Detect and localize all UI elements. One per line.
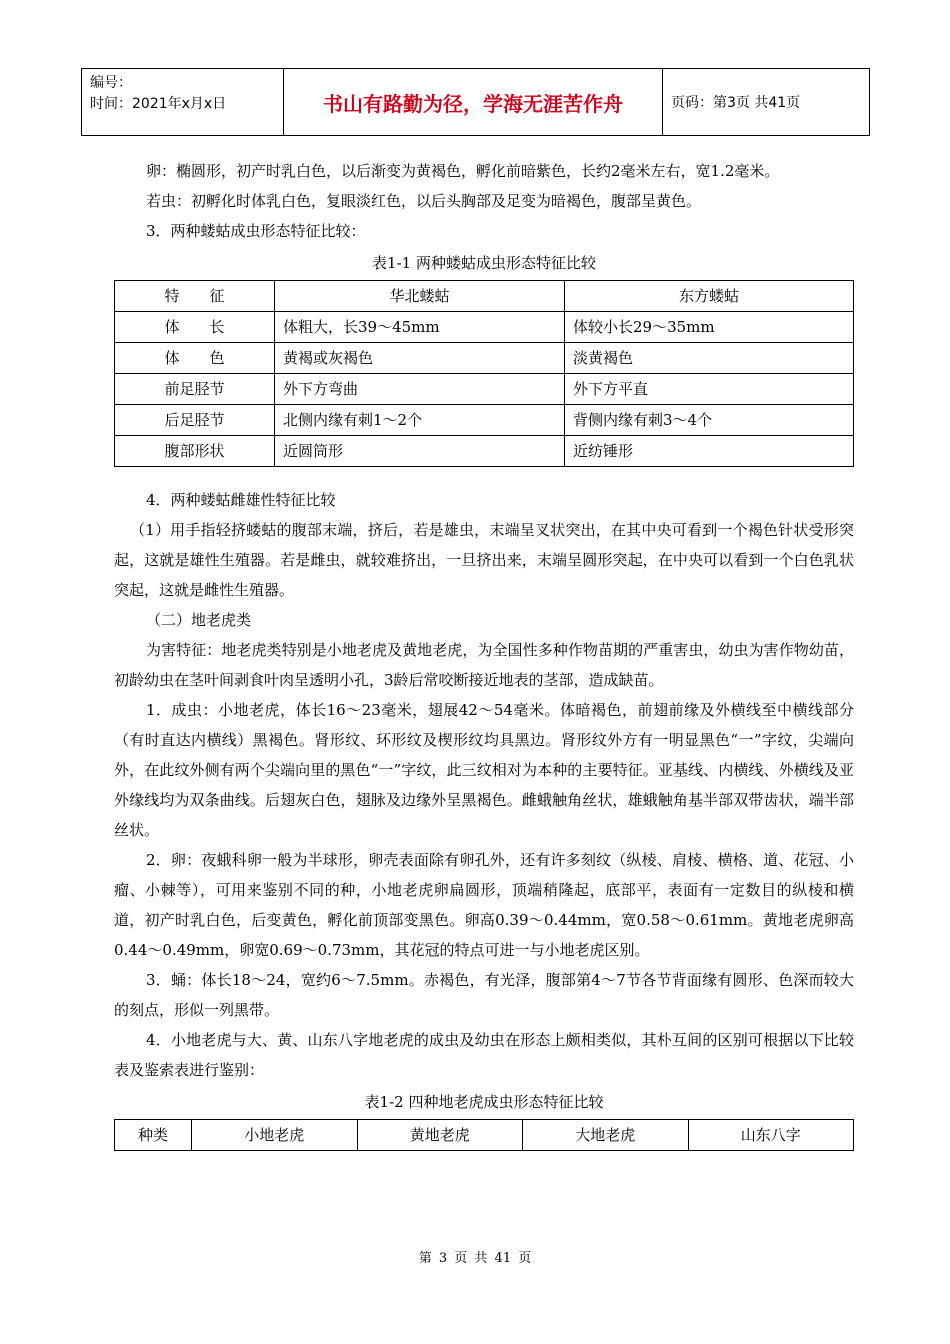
table-header-cell: 小地老虎 — [192, 1120, 358, 1151]
table-header-cell: 特 征 — [115, 281, 275, 312]
table-row — [115, 405, 854, 436]
page-label: 页码：第3页 共41页 — [671, 95, 801, 111]
table-cell: 体较小长29～35mm — [565, 312, 854, 343]
date-label: 时间：2021年x月x日 — [90, 96, 227, 112]
table-header-cell: 东方蝼蛄 — [565, 281, 854, 312]
table-cell: 近圆筒形 — [275, 436, 565, 467]
document-body — [114, 156, 854, 1151]
paragraph-section-4: 4．两种蝼蛄雌雄性特征比较 — [146, 491, 336, 509]
table-cell: 近纺锤形 — [565, 436, 854, 467]
table-header-cell: 黄地老虎 — [357, 1120, 523, 1151]
table-header-cell: 山东八字 — [688, 1120, 854, 1151]
paragraph-section-3: 3．两种蝼蛄成虫形态特征比较： — [146, 222, 366, 240]
table-cell: 体 长 — [115, 312, 275, 343]
paragraph-adult: 1．成虫：小地老虎，体长16～23毫米，翅展42～54毫米。体暗褐色，前翅前缘及外横线至中横线部分（有时直达内横线）黑褐色。肾形纹、环形纹及楔形纹均具黑边。肾形纹外方有一明显黑色“一”字纹，尖端向外，在此纹外侧有两个尖端向里的黑色“一”字纹，此三纹相对为本种的主要特征。亚基线、内横线、外横线及亚外缘线均为双条曲线。后翅灰白色，翅脉及边缘外呈黑褐色。雌蛾触角丝状，雄蛾触角基半部双带齿状，端半部丝状。 — [114, 701, 854, 839]
table2 — [114, 1119, 854, 1151]
table-cell: 前足胫节 — [115, 374, 275, 405]
paragraph-egg-cutworm: 2．卵：夜蛾科卵一般为半球形，卵壳表面除有卵孔外，还有许多刻纹（纵棱、肩棱、横格、道、花冠、小瘤、小棘等），可用来鉴别不同的种，小地老虎卵扁圆形，顶端稍隆起，底部平，表面有一定数目的纵棱和横道，初产时乳白色，后变黄色，孵化前顶部变黑色。卵高0.39～0.44mm，宽0.58～0.61mm。黄地老虎卵高0.44～0.49mm，卵宽0.69～0.73mm，其花冠的特点可进一与小地老虎区别。 — [114, 851, 854, 959]
table-header-cell: 大地老虎 — [523, 1120, 689, 1151]
table-header-cell: 华北蝼蛄 — [275, 281, 565, 312]
table-cell: 黄褐或灰褐色 — [275, 343, 565, 374]
table-cell: 外下方平直 — [565, 374, 854, 405]
table-cell: 北侧内缘有刺1～2个 — [275, 405, 565, 436]
table-cell: 背侧内缘有刺3～4个 — [565, 405, 854, 436]
table-cell: 体粗大，长39～45mm — [275, 312, 565, 343]
code-label: 编号： — [90, 75, 132, 91]
table-header-row — [115, 281, 854, 312]
paragraph-pupa: 3．蛹：体长18～24，宽约6～7.5mm。赤褐色，有光泽，腹部第4～7节各节背面缘有圆形、色深而较大的刻点，形似一列黑带。 — [114, 971, 854, 1019]
table-cell: 腹部形状 — [115, 436, 275, 467]
table-header-row — [115, 1120, 854, 1151]
motto: 书山有路勤为径，学海无涯苦作舟 — [284, 69, 663, 135]
paragraph-damage: 为害特征：地老虎类特别是小地老虎及黄地老虎，为全国性多种作物苗期的严重害虫，幼虫为害作物幼苗，初龄幼虫在茎叶间剥食叶肉呈透明小孔，3龄后常咬断接近地表的茎部，造成缺苗。 — [114, 641, 854, 689]
table-row — [115, 374, 854, 405]
table1-caption: 表1-1 两种蝼蛄成虫形态特征比较 — [372, 254, 596, 272]
paragraph-egg: 卵：椭圆形，初产时乳白色，以后渐变为黄褐色，孵化前暗紫色，长约2毫米左右，宽1.2毫米。 — [146, 162, 780, 180]
header-left — [82, 69, 284, 135]
table-row — [115, 436, 854, 467]
section-heading-cutworm: （二）地老虎类 — [146, 611, 252, 629]
page-footer: 第 3 页 共 41 页 — [418, 1251, 532, 1266]
paragraph-comparison: 4．小地老虎与大、黄、山东八字地老虎的成虫及幼虫在形态上颇相类似，其朴互间的区别可根据以下比较表及鉴索表进行鉴别： — [114, 1031, 854, 1079]
table-cell: 体 色 — [115, 343, 275, 374]
paragraph-sex-check: （1）用手指轻挤蝼蛄的腹部末端，挤后，若是雄虫，末端呈叉状突出，在其中央可看到一个褐色针状受形突起，这就是雄性生殖器。若是雌虫，就较难挤出，一旦挤出来，末端呈圆形突起，在中央可以看到一个白色乳状突起，这就是雌性生殖器。 — [114, 521, 854, 599]
page-header — [81, 68, 870, 136]
table2-caption: 表1-2 四种地老虎成虫形态特征比较 — [364, 1093, 604, 1111]
table-header-cell: 种类 — [115, 1120, 192, 1151]
table-row — [115, 343, 854, 374]
table-cell: 后足胫节 — [115, 405, 275, 436]
table1 — [114, 280, 854, 467]
paragraph-nymph: 若虫：初孵化时体乳白色，复眼淡红色，以后头胸部及足变为暗褐色，腹部呈黄色。 — [146, 192, 702, 210]
table-cell: 淡黄褐色 — [565, 343, 854, 374]
table-cell: 外下方弯曲 — [275, 374, 565, 405]
table-row — [115, 312, 854, 343]
